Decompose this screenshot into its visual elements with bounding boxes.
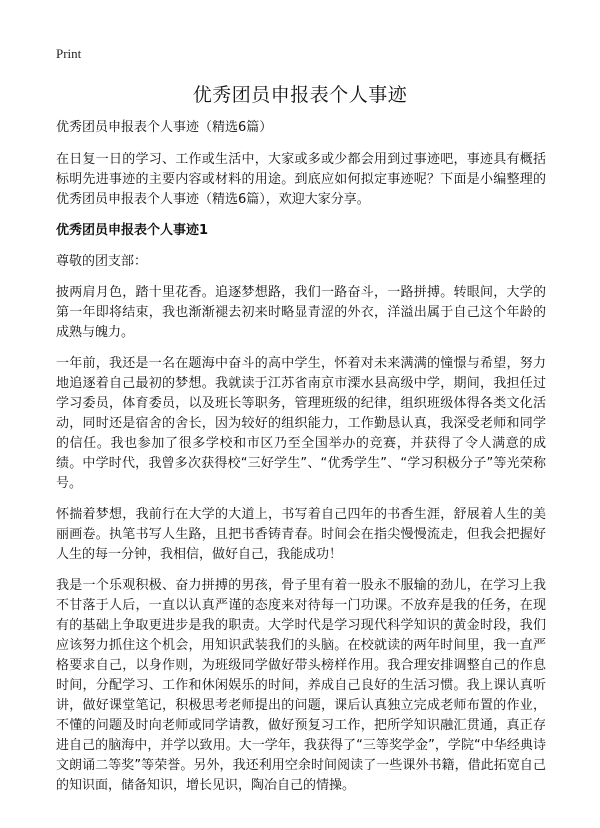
salutation: 尊敬的团支部： [56,254,148,269]
body-paragraph: 披两肩月色，踏十里花香。追逐梦想路，我们一路奋斗，一路拼搏。转眼间，大学的第一年即将结束，我也渐渐褪去初来时略显青涩的外衣，洋溢出属于自己这个年龄的成熟与魄力。 [56,285,546,340]
document-title: 优秀团员申报表个人事迹 [192,84,408,106]
print-link[interactable]: Print [56,46,82,61]
document-subtitle: 优秀团员申报表个人事迹（精选6篇） [56,120,273,135]
body-paragraph: 怀揣着梦想，我前行在大学的大道上，书写着自己四年的书香生涯，舒展着人生的美丽画卷。执笔书写人生路，且把书香铸青春。时间会在指尖慢慢流走，但我会把握好人生的每一分钟，我相信，做好自己，我能成功！ [56,507,546,562]
document-body [56,118,546,807]
intro-paragraph: 在日复一日的学习、工作或生活中，大家或多或少都会用到过事迹吧，事迹具有概括标明先进事迹的主要内容或材料的用途。到底应如何拟定事迹呢？下面是小编整理的优秀团员申报表个人事迹（精选6篇），欢迎大家分享。 [56,152,546,207]
body-paragraph: 我是一个乐观积极、奋力拼搏的男孩，骨子里有着一股永不服输的劲儿，在学习上我不甘落于人后，一直以认真严谨的态度来对待每一门功课。不放弃是我的任务，在现有的基础上争取更进步是我的职责。大学时代是学习现代科学知识的黄金时段，我们应该努力抓住这个机会，用知识武装我们的头脑。在校就读的两年时间里，我一直严格要求自己，以身作则，为班级同学做好带头榜样作用。我合理安排调整自己的作息时间，分配学习、工作和休闲娱乐的时间，养成自己良好的生活习惯。我上课认真听讲，做好课堂笔记，积极思考老师提出的问题，课后认真独立完成老师布置的作业，不懂的问题及时向老师或同学请教，做好预复习工作，把所学知识融汇贯通，真正存进自己的脑海中，并学以致用。大一学年，我获得了“三等奖学金”，学院“中华经典诗文朗诵二等奖”等荣誉。另外，我还利用空余时间阅读了一些课外书籍，借此拓宽自己的知识面，储备知识，增长见识，陶冶自己的情操。 [56,578,546,793]
body-paragraph: 一年前，我还是一名在题海中奋斗的高中学生，怀着对未来满满的憧憬与希望，努力地追逐着自己最初的梦想。我就读于江苏省南京市溧水县高级中学，期间，我担任过学习委员，体育委员，以及班长等职务，管理班级的纪律，组织班级体得各类文化活动，同时还是宿舍的舍长，因为较好的组织能力，工作勤恳认真，我深受老师和同学的信任。我也参加了很多学校和市区乃至全国举办的竞赛，并获得了令人满意的成绩。中学时代，我曾多次获得校“三好学生”、“优秀学生”、“学习积极分子”等光荣称号。 [56,356,546,491]
section-heading: 优秀团员申报表个人事迹1 [56,223,209,238]
